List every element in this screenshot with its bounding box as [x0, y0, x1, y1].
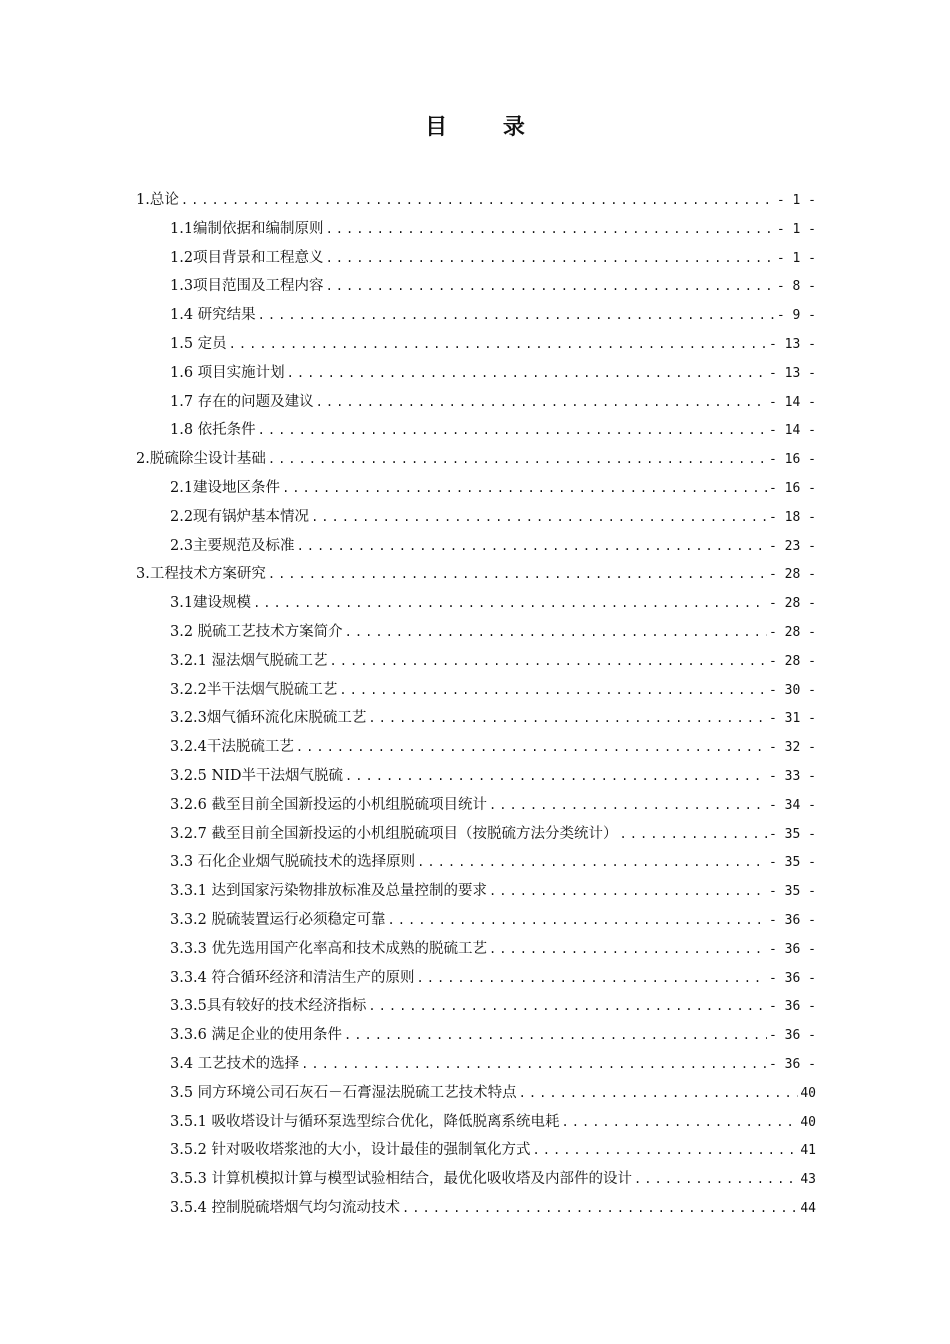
- toc-entry-label: 3.5 同方环境公司石灰石－石膏湿法脱硫工艺技术特点: [170, 1084, 517, 1101]
- toc-entry-page: 44: [800, 1200, 816, 1216]
- toc-dot-leader: [345, 618, 767, 647]
- toc-dot-leader: [181, 186, 775, 215]
- toc-entry[interactable]: [136, 1165, 816, 1194]
- toc-entry-label: 3.3.3 优先选用国产化率高和技术成熟的脱硫工艺: [170, 940, 488, 957]
- toc-entry[interactable]: [136, 820, 816, 849]
- toc-entry-label: 1.5 定员: [170, 335, 227, 352]
- toc-dot-leader: [489, 877, 767, 906]
- toc-entry[interactable]: [136, 618, 816, 647]
- toc-entry-page: - 1 -: [776, 193, 816, 208]
- toc-entry[interactable]: [136, 330, 816, 359]
- toc-entry[interactable]: [136, 1079, 816, 1108]
- toc-entry-page: - 28 -: [769, 567, 816, 583]
- table-of-contents: [136, 186, 816, 1223]
- toc-entry-page: - 28 -: [769, 624, 816, 640]
- toc-entry[interactable]: [136, 560, 816, 589]
- toc-entry[interactable]: [136, 762, 816, 791]
- toc-dot-leader: [489, 935, 767, 964]
- toc-entry-page: - 18 -: [769, 509, 816, 525]
- toc-entry[interactable]: [136, 503, 816, 532]
- toc-dot-leader: [258, 416, 767, 445]
- toc-dot-leader: [297, 532, 767, 561]
- toc-entry-page: - 35 -: [769, 826, 816, 842]
- toc-entry[interactable]: [136, 1108, 816, 1137]
- toc-entry[interactable]: [136, 676, 816, 705]
- toc-entry-label: 3.3.1 达到国家污染物排放标准及总量控制的要求: [170, 883, 488, 900]
- toc-dot-leader: [634, 1165, 798, 1194]
- toc-entry[interactable]: [136, 1021, 816, 1050]
- toc-dot-leader: [326, 244, 775, 273]
- toc-entry-label: 3.2.3烟气循环流化床脱硫工艺: [170, 710, 367, 727]
- toc-dot-leader: [368, 992, 767, 1021]
- toc-entry-page: - 14 -: [769, 423, 816, 439]
- toc-dot-leader: [268, 560, 767, 589]
- toc-entry[interactable]: [136, 877, 816, 906]
- toc-entry-label: 1.总论: [136, 192, 179, 208]
- toc-entry-page: - 36 -: [769, 941, 816, 957]
- toc-entry-page: - 16 -: [769, 480, 816, 496]
- toc-entry-page: - 16 -: [769, 452, 816, 468]
- toc-dot-leader: [326, 272, 775, 301]
- toc-entry-label: 1.1编制依据和编制原则: [170, 220, 324, 237]
- toc-dot-leader: [229, 330, 767, 359]
- toc-entry-page: - 36 -: [769, 1056, 816, 1072]
- toc-dot-leader: [339, 676, 767, 705]
- toc-entry-page: 40: [800, 1114, 816, 1130]
- toc-dot-leader: [533, 1136, 799, 1165]
- toc-entry-label: 1.6 项目实施计划: [170, 364, 285, 381]
- toc-entry-label: 3.5.2 针对吸收塔浆池的大小，设计最佳的强制氧化方式: [170, 1142, 531, 1159]
- toc-entry-page: - 32 -: [769, 740, 816, 756]
- toc-entry-label: 1.8 依托条件: [170, 422, 256, 439]
- toc-entry-page: - 36 -: [769, 970, 816, 986]
- toc-dot-leader: [519, 1079, 799, 1108]
- toc-entry-page: - 8 -: [776, 279, 816, 295]
- toc-entry[interactable]: [136, 532, 816, 561]
- toc-dot-leader: [282, 474, 767, 503]
- toc-dot-leader: [402, 1194, 798, 1223]
- toc-entry[interactable]: [136, 848, 816, 877]
- toc-dot-leader: [326, 215, 775, 244]
- toc-entry[interactable]: [136, 1050, 816, 1079]
- toc-dot-leader: [301, 1050, 767, 1079]
- toc-entry-label: 3.3.6 满足企业的使用条件: [170, 1027, 343, 1044]
- toc-entry[interactable]: [136, 906, 816, 935]
- toc-entry[interactable]: [136, 359, 816, 388]
- toc-dot-leader: [489, 791, 767, 820]
- toc-entry-label: 3.2.4干法脱硫工艺: [170, 739, 294, 756]
- toc-entry-page: 40: [800, 1085, 816, 1101]
- toc-entry-label: 3.2 脱硫工艺技术方案简介: [170, 623, 343, 640]
- toc-entry[interactable]: [136, 791, 816, 820]
- toc-entry[interactable]: [136, 647, 816, 676]
- toc-entry[interactable]: [136, 272, 816, 301]
- toc-entry[interactable]: [136, 474, 816, 503]
- toc-entry-label: 3.2.7 截至目前全国新投运的小机组脱硫项目（按脱硫方法分类统计）: [170, 825, 618, 842]
- toc-entry[interactable]: [136, 186, 816, 215]
- toc-entry-page: 43: [800, 1172, 816, 1188]
- toc-entry-label: 3.3.5具有较好的技术经济指标: [170, 998, 367, 1015]
- toc-entry-label: 3.3 石化企业烟气脱硫技术的选择原则: [170, 854, 416, 871]
- toc-dot-leader: [258, 301, 775, 330]
- toc-dot-leader: [330, 647, 768, 676]
- toc-entry-page: - 13 -: [769, 365, 816, 381]
- toc-dot-leader: [388, 906, 768, 935]
- toc-dot-leader: [368, 704, 767, 733]
- toc-entry-page: - 23 -: [769, 538, 816, 554]
- toc-dot-leader: [311, 503, 767, 532]
- toc-dot-leader: [620, 820, 768, 849]
- toc-entry-page: - 36 -: [769, 912, 816, 928]
- toc-entry-page: - 1 -: [776, 250, 816, 266]
- toc-entry-label: 2.1建设地区条件: [170, 479, 281, 496]
- toc-entry[interactable]: [136, 301, 816, 330]
- toc-entry-label: 3.2.6 截至目前全国新投运的小机组脱硫项目统计: [170, 796, 488, 813]
- toc-entry[interactable]: [136, 445, 816, 474]
- toc-entry[interactable]: [136, 733, 816, 762]
- toc-entry-page: - 31 -: [769, 711, 816, 727]
- toc-entry-label: 3.工程技术方案研究: [136, 566, 266, 583]
- toc-entry-label: 3.2.2半干法烟气脱硫工艺: [170, 681, 338, 698]
- toc-entry-label: 2.脱硫除尘设计基础: [136, 451, 266, 468]
- toc-entry-label: 3.5.1 吸收塔设计与循环泵选型综合优化，降低脱离系统电耗: [170, 1113, 560, 1130]
- toc-entry-page: - 28 -: [769, 653, 816, 669]
- page-title: 目 录: [425, 115, 549, 140]
- toc-entry[interactable]: [136, 388, 816, 417]
- toc-entry-page: - 30 -: [769, 682, 816, 698]
- toc-entry-page: - 35 -: [769, 855, 816, 871]
- toc-entry[interactable]: [136, 704, 816, 733]
- toc-entry[interactable]: [136, 964, 816, 993]
- toc-entry-page: - 36 -: [769, 1028, 816, 1044]
- toc-entry[interactable]: [136, 992, 816, 1021]
- toc-entry-page: - 28 -: [769, 596, 816, 612]
- toc-entry-page: - 14 -: [769, 394, 816, 410]
- toc-dot-leader: [345, 762, 767, 791]
- toc-dot-leader: [287, 359, 767, 388]
- toc-entry-page: - 13 -: [769, 336, 816, 352]
- toc-entry-label: 2.3主要规范及标准: [170, 537, 295, 554]
- toc-entry-label: 2.2现有锅炉基本情况: [170, 508, 310, 525]
- toc-entry[interactable]: [136, 416, 816, 445]
- toc-entry[interactable]: [136, 244, 816, 273]
- toc-entry-page: - 1 -: [776, 221, 816, 237]
- toc-dot-leader: [344, 1021, 767, 1050]
- toc-dot-leader: [316, 388, 767, 417]
- toc-entry[interactable]: [136, 589, 816, 618]
- toc-entry[interactable]: [136, 215, 816, 244]
- toc-entry-label: 3.5.3 计算机模拟计算与模型试验相结合，最优化吸收塔及内部件的设计: [170, 1171, 633, 1188]
- toc-entry-page: 41: [800, 1143, 816, 1159]
- toc-dot-leader: [268, 445, 767, 474]
- toc-entry-page: - 33 -: [769, 768, 816, 784]
- toc-entry-label: 3.3.4 符合循环经济和清洁生产的原则: [170, 969, 415, 986]
- toc-dot-leader: [296, 733, 767, 762]
- toc-entry-label: 3.2.5 NID半干法烟气脱硫: [170, 767, 344, 784]
- toc-entry-label: 1.4 研究结果: [170, 307, 256, 324]
- toc-entry-label: 3.1建设规模: [170, 595, 252, 612]
- toc-entry-page: - 36 -: [769, 999, 816, 1015]
- toc-entry[interactable]: [136, 1136, 816, 1165]
- toc-entry-page: - 34 -: [769, 797, 816, 813]
- toc-entry[interactable]: [136, 935, 816, 964]
- toc-entry-label: 1.2项目背景和工程意义: [170, 249, 324, 266]
- toc-entry-label: 1.7 存在的问题及建议: [170, 393, 314, 410]
- toc-entry-label: 3.5.4 控制脱硫塔烟气均匀流动技术: [170, 1199, 401, 1216]
- toc-entry-page: - 9 -: [776, 308, 816, 324]
- toc-entry-label: 3.2.1 湿法烟气脱硫工艺: [170, 652, 328, 669]
- toc-entry-label: 3.4 工艺技术的选择: [170, 1055, 300, 1072]
- toc-entry-page: - 35 -: [769, 884, 816, 900]
- toc-dot-leader: [417, 848, 767, 877]
- toc-dot-leader: [562, 1108, 799, 1137]
- toc-dot-leader: [253, 589, 767, 618]
- toc-dot-leader: [417, 964, 768, 993]
- toc-entry[interactable]: [136, 1194, 816, 1223]
- toc-entry-label: 3.3.2 脱硫装置运行必须稳定可靠: [170, 911, 386, 928]
- toc-entry-label: 1.3项目范围及工程内容: [170, 278, 324, 295]
